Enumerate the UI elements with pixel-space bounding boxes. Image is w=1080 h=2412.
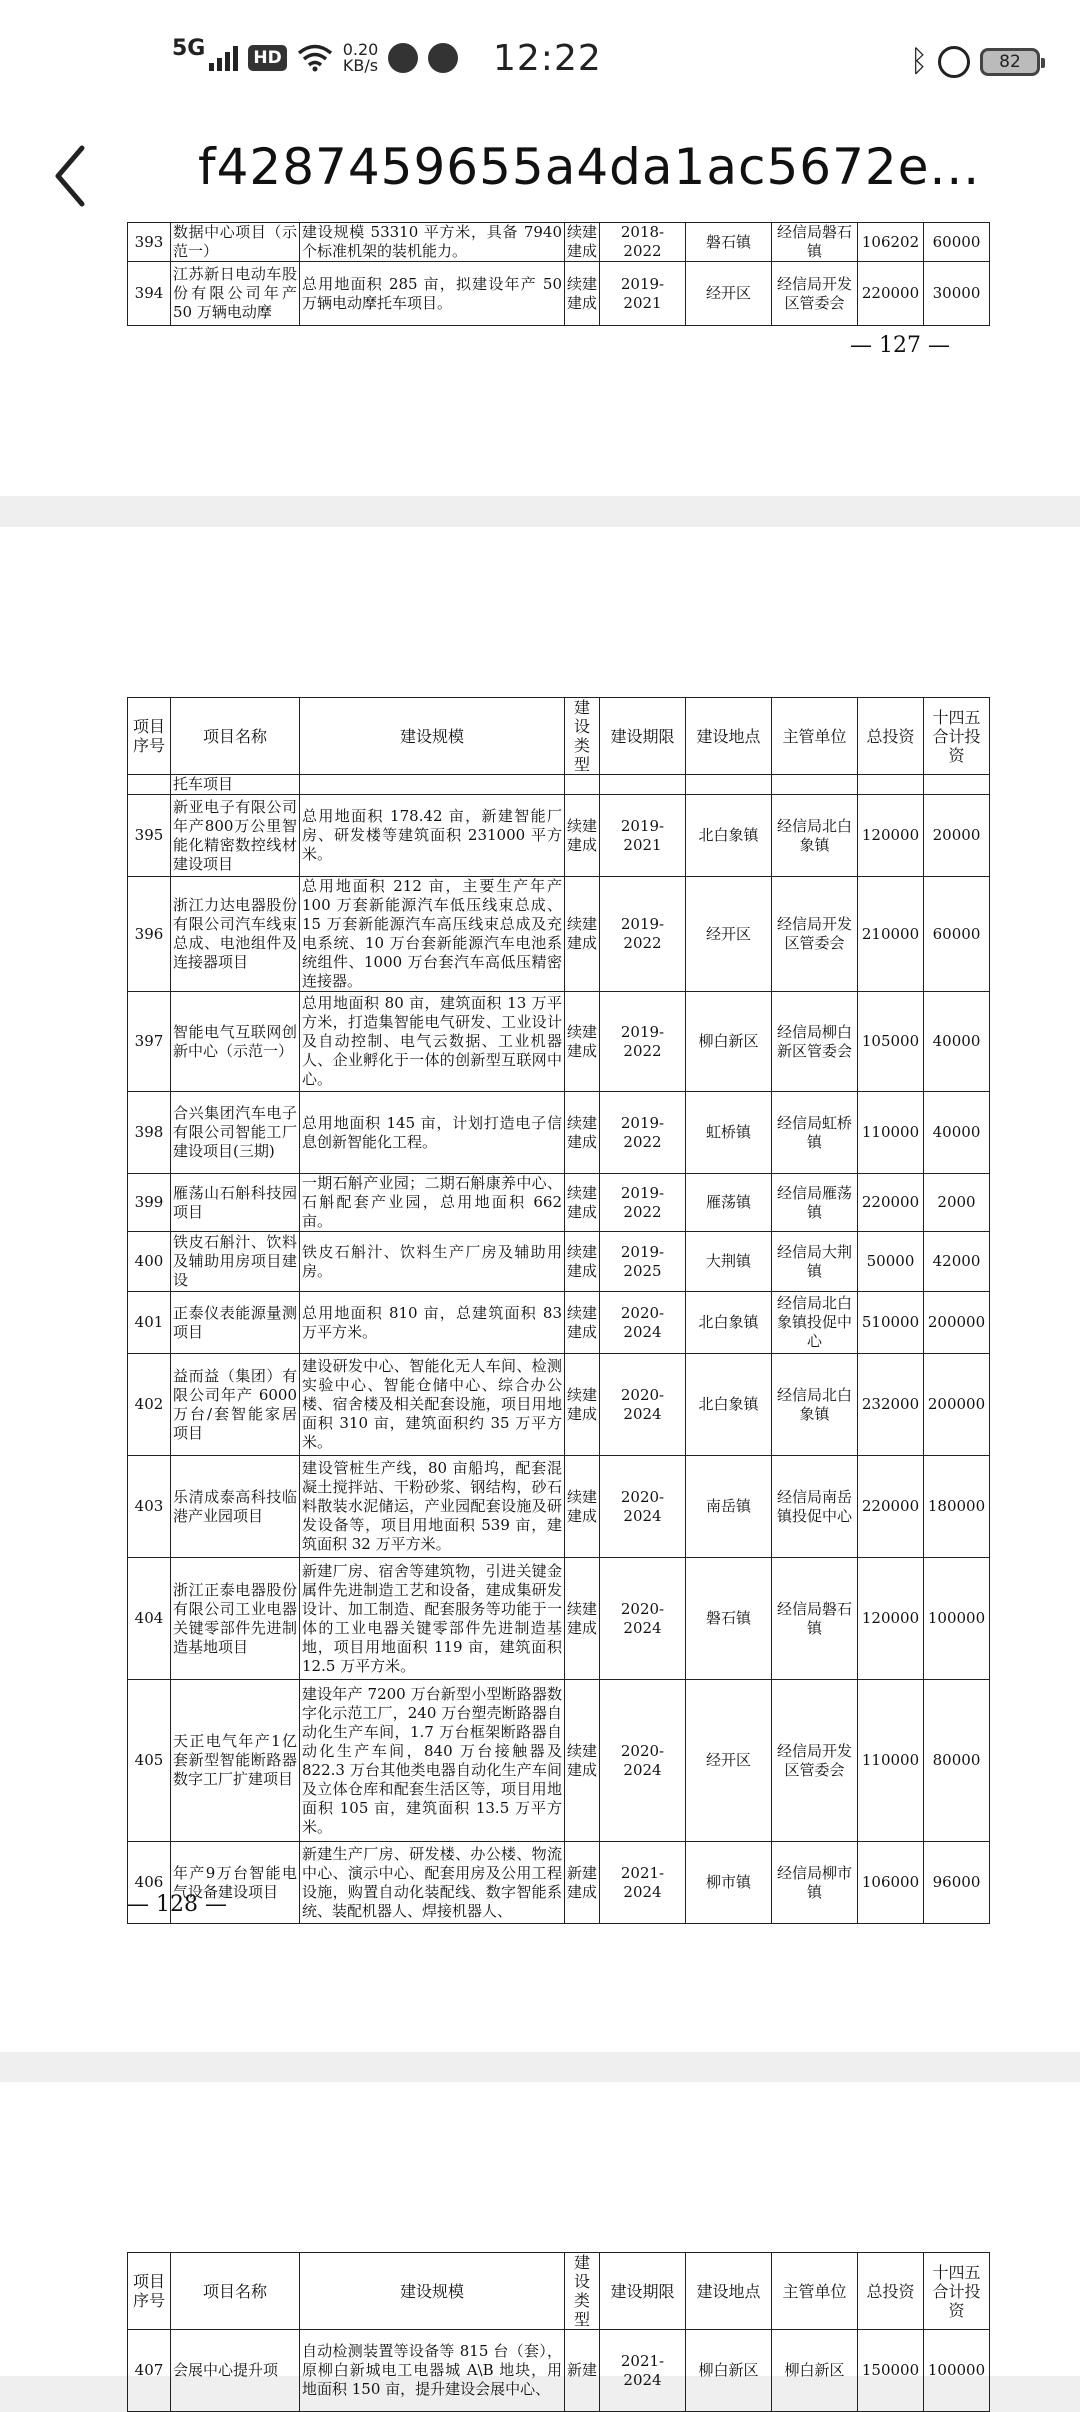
department: 经信局开发区管委会 [772, 877, 858, 992]
build-place: 柳市镇 [686, 1842, 772, 1924]
table-row [128, 1292, 990, 1354]
speed-unit: KB/s [342, 56, 379, 75]
plan-investment: 42000 [924, 1232, 990, 1292]
project-name: 浙江力达电器股份有限公司汽车线束总成、电池组件及连接器项目 [171, 877, 300, 992]
project-name: 新亚电子有限公司年产800万公里智能化精密数控线材建设项目 [171, 795, 300, 877]
total-investment: 232000 [858, 1354, 924, 1456]
row-number: 399 [128, 1174, 171, 1232]
total-investment: 120000 [858, 1558, 924, 1680]
row-number: 395 [128, 795, 171, 877]
project-scale: 新建厂房、宿舍等建筑物，引进关键金属件先进制造工艺和设备，建成集研发设计、加工制造、配套服务等功能于一体的工业电器关键零部件先进制造基地，项目用地面积 119 亩，建筑面积 12.5 万平方米。 [300, 1558, 565, 1680]
col-header-total: 总投资 [858, 698, 924, 775]
project-name: 年产9万台智能电气设备建设项目 [171, 1842, 300, 1924]
department: 经信局雁荡镇 [772, 1174, 858, 1232]
department: 经信局北白象镇 [772, 795, 858, 877]
plan-investment: 20000 [924, 795, 990, 877]
project-table-page-128 [127, 697, 990, 1924]
build-type: 新建 [565, 2330, 600, 2412]
row-number: 403 [128, 1456, 171, 1558]
plan-investment: 2000 [924, 1174, 990, 1232]
build-place: 大荆镇 [686, 1232, 772, 1292]
col-header-no: 项目序号 [128, 2253, 171, 2330]
total-investment: 50000 [858, 1232, 924, 1292]
row-number: 393 [128, 223, 171, 262]
total-investment: 210000 [858, 877, 924, 992]
back-arrow-icon[interactable] [40, 134, 120, 214]
col-header-dept: 主管单位 [772, 2253, 858, 2330]
row-number: 407 [128, 2330, 171, 2412]
build-period: 2019-2022 [600, 992, 686, 1092]
document-page-128 [0, 527, 1080, 2052]
continued-project-name: 托车项目 [171, 775, 300, 795]
build-place: 北白象镇 [686, 795, 772, 877]
plan-investment: 200000 [924, 1292, 990, 1354]
table-row [128, 223, 990, 262]
document-page-129 [0, 2082, 1080, 2398]
row-number: 398 [128, 1092, 171, 1174]
project-scale: 新建生产厂房、研发楼、办公楼、物流中心、演示中心、配套用房及公用工程设施，购置自动化装配线、数字智能系统、装配机器人、焊接机器人、 [300, 1842, 565, 1924]
continuation-row [128, 775, 990, 795]
total-investment: 120000 [858, 795, 924, 877]
col-header-type: 建设类型 [565, 2253, 600, 2330]
build-period: 2020-2024 [600, 1558, 686, 1680]
build-place: 经开区 [686, 877, 772, 992]
build-type: 续建建成 [565, 1292, 600, 1354]
network-type: 5G [172, 35, 206, 61]
project-scale: 建设规模 53310 平方米，具备 7940 个标准机架的装机能力。 [300, 223, 565, 262]
build-period: 2019-2022 [600, 877, 686, 992]
table-row [128, 262, 990, 326]
document-page-127 [0, 223, 1080, 496]
project-table-page-129 [127, 2252, 990, 2412]
table-row [128, 1354, 990, 1456]
table-row [128, 1092, 990, 1174]
project-scale: 建设管桩生产线，80 亩船坞，配套混凝土搅拌站、干粉砂浆、钢结构，砂石料散装水泥储运，产业园配套设施及研发设备等，项目用地面积 539 亩，建筑面积 32 万平方米。 [300, 1456, 565, 1558]
project-scale: 铁皮石斛汁、饮料生产厂房及辅助用房。 [300, 1232, 565, 1292]
project-scale: 建设年产 7200 万台新型小型断路器数字化示范工厂，240 万台塑壳断路器自动化生产车间，1.7 万台框架断路器自动化生产车间，840 万台接触器及 822.3 万台其他类电器自动化生产车间及立体仓库和配套生活区等，项目用地面积 105 亩，建筑面积 13.5 万平方米。 [300, 1680, 565, 1842]
build-type: 新建建成 [565, 1842, 600, 1924]
project-name: 智能电气互联网创新中心（示范一） [171, 992, 300, 1092]
col-header-period: 建设期限 [600, 698, 686, 775]
page-number: — 127 — [850, 333, 950, 358]
project-name: 数据中心项目（示范一） [171, 223, 300, 262]
row-number: 406 [128, 1842, 171, 1924]
table-row [128, 1232, 990, 1292]
build-place: 磐石镇 [686, 223, 772, 262]
build-period: 2020-2024 [600, 1680, 686, 1842]
department: 经信局虹桥镇 [772, 1092, 858, 1174]
project-scale: 总用地面积 810 亩，总建筑面积 83 万平方米。 [300, 1292, 565, 1354]
col-header-place: 建设地点 [686, 2253, 772, 2330]
build-type: 续建建成 [565, 795, 600, 877]
department: 经信局大荆镇 [772, 1232, 858, 1292]
build-type: 续建建成 [565, 1174, 600, 1232]
project-name: 会展中心提升项 [171, 2330, 300, 2412]
plan-investment: 100000 [924, 2330, 990, 2412]
build-period: 2020-2024 [600, 1292, 686, 1354]
department: 经信局柳白新区管委会 [772, 992, 858, 1092]
row-number: 405 [128, 1680, 171, 1842]
col-header-place: 建设地点 [686, 698, 772, 775]
table-row [128, 2330, 990, 2412]
department: 经信局柳市镇 [772, 1842, 858, 1924]
total-investment: 220000 [858, 262, 924, 326]
build-type: 续建建成 [565, 1232, 600, 1292]
department: 经信局磐石镇 [772, 223, 858, 262]
status-bar [0, 0, 1080, 120]
project-scale: 总用地面积 178.42 亩，新建智能厂房、研发楼等建筑面积 231000 平方米。 [300, 795, 565, 877]
build-type: 续建建成 [565, 877, 600, 992]
hd-icon: HD [248, 45, 286, 71]
build-place: 虹桥镇 [686, 1092, 772, 1174]
department: 经信局磐石镇 [772, 1558, 858, 1680]
project-scale: 总用地面积 145 亩，计划打造电子信息创新智能化工程。 [300, 1092, 565, 1174]
table-row [128, 1174, 990, 1232]
plan-investment: 96000 [924, 1842, 990, 1924]
build-period: 2021-2024 [600, 2330, 686, 2412]
project-table-page-127 [127, 222, 990, 326]
project-name: 合兴集团汽车电子有限公司智能工厂建设项目(三期) [171, 1092, 300, 1174]
build-period: 2019-2021 [600, 262, 686, 326]
signal-icon [209, 45, 238, 71]
app-header [0, 120, 1080, 229]
build-place: 北白象镇 [686, 1354, 772, 1456]
row-number: 397 [128, 992, 171, 1092]
plan-investment: 40000 [924, 1092, 990, 1174]
alarm-icon [938, 46, 970, 78]
battery-icon: 82 [980, 48, 1040, 76]
total-investment: 110000 [858, 1680, 924, 1842]
speedometer-icon [428, 43, 458, 73]
project-name: 正泰仪表能源量测项目 [171, 1292, 300, 1354]
col-header-type: 建设类型 [565, 698, 600, 775]
row-number: 404 [128, 1558, 171, 1680]
row-number: 394 [128, 262, 171, 326]
row-number: 402 [128, 1354, 171, 1456]
build-place: 柳白新区 [686, 2330, 772, 2412]
build-period: 2020-2024 [600, 1456, 686, 1558]
build-type: 续建建成 [565, 1680, 600, 1842]
col-header-period: 建设期限 [600, 2253, 686, 2330]
table-row [128, 992, 990, 1092]
project-name: 乐清成泰高科技临港产业园项目 [171, 1456, 300, 1558]
build-place: 经开区 [686, 1680, 772, 1842]
build-period: 2018-2022 [600, 223, 686, 262]
table-row [128, 1456, 990, 1558]
total-investment: 150000 [858, 2330, 924, 2412]
status-left [172, 35, 458, 75]
total-investment: 105000 [858, 992, 924, 1092]
plan-investment: 60000 [924, 223, 990, 262]
document-title: f4287459655a4da1ac5672e... [198, 138, 981, 196]
project-scale: 自动检测装置等设备等 815 台（套），原柳白新城电工电器城 A\B 地块，用地面积 150 亩，提升建设会展中心、 [300, 2330, 565, 2412]
project-scale: 总用地面积 212 亩，主要生产年产 100 万套新能源汽车低压线束总成、15 万套新能源汽车高压线束总成及充电系统、10 万台套新能源汽车电池系统组件、1000 万台套汽车高低压精密连接器。 [300, 877, 565, 992]
build-place: 雁荡镇 [686, 1174, 772, 1232]
build-type: 续建建成 [565, 223, 600, 262]
project-name: 天正电气年产1亿套新型智能断路器数字工厂扩建项目 [171, 1680, 300, 1842]
table-row [128, 1842, 990, 1924]
col-header-scale: 建设规模 [300, 698, 565, 775]
department: 柳白新区 [772, 2330, 858, 2412]
build-place: 经开区 [686, 262, 772, 326]
plan-investment: 40000 [924, 992, 990, 1092]
project-name: 江苏新日电动车股份有限公司年产 50 万辆电动摩 [171, 262, 300, 326]
department: 经信局开发区管委会 [772, 262, 858, 326]
total-investment: 510000 [858, 1292, 924, 1354]
plan-investment: 80000 [924, 1680, 990, 1842]
col-header-plan: 十四五合计投资 [924, 2253, 990, 2330]
build-type: 续建建成 [565, 992, 600, 1092]
build-type: 续建建成 [565, 262, 600, 326]
table-row [128, 1680, 990, 1842]
table-row [128, 795, 990, 877]
wifi-icon [297, 44, 333, 72]
department: 经信局开发区管委会 [772, 1680, 858, 1842]
project-scale: 一期石斛产业园；二期石斛康养中心、石斛配套产业园，总用地面积 662 亩。 [300, 1174, 565, 1232]
col-header-name: 项目名称 [171, 698, 300, 775]
project-scale: 总用地面积 80 亩，建筑面积 13 万平方米，打造集智能电气研发、工业设计及自动控制、电气云数据、工业机器人、企业孵化于一体的创新型互联网中心。 [300, 992, 565, 1092]
build-place: 柳白新区 [686, 992, 772, 1092]
status-right [910, 44, 1040, 79]
col-header-scale: 建设规模 [300, 2253, 565, 2330]
build-place: 南岳镇 [686, 1456, 772, 1558]
build-type: 续建建成 [565, 1558, 600, 1680]
project-name: 雁荡山石斛科技园项目 [171, 1174, 300, 1232]
build-period: 2019-2021 [600, 795, 686, 877]
total-investment: 220000 [858, 1456, 924, 1558]
total-investment: 220000 [858, 1174, 924, 1232]
plan-investment: 180000 [924, 1456, 990, 1558]
build-period: 2019-2022 [600, 1092, 686, 1174]
col-header-name: 项目名称 [171, 2253, 300, 2330]
project-name: 益而益（集团）有限公司年产 6000 万台/套智能家居项目 [171, 1354, 300, 1456]
build-type: 续建建成 [565, 1354, 600, 1456]
col-header-total: 总投资 [858, 2253, 924, 2330]
project-scale: 建设研发中心、智能化无人车间、检测实验中心、智能仓储中心、综合办公楼、宿舍楼及相关配套设施，项目用地面积 310 亩，建筑面积约 35 万平方米。 [300, 1354, 565, 1456]
project-name: 铁皮石斛汁、饮料及辅助用房项目建设 [171, 1232, 300, 1292]
plan-investment: 200000 [924, 1354, 990, 1456]
bluetooth-icon: ᛒ [910, 44, 928, 79]
network-speed [343, 42, 379, 74]
col-header-dept: 主管单位 [772, 698, 858, 775]
table-header-row [128, 698, 990, 775]
department: 经信局南岳镇投促中心 [772, 1456, 858, 1558]
col-header-no: 项目序号 [128, 698, 171, 775]
page-number: — 128 — [127, 1892, 227, 1917]
build-period: 2021-2024 [600, 1842, 686, 1924]
build-place: 磐石镇 [686, 1558, 772, 1680]
plan-investment: 30000 [924, 262, 990, 326]
build-type: 续建建成 [565, 1456, 600, 1558]
build-type: 续建建成 [565, 1092, 600, 1174]
department: 经信局北白象镇投促中心 [772, 1292, 858, 1354]
row-number: 400 [128, 1232, 171, 1292]
build-period: 2019-2022 [600, 1174, 686, 1232]
plan-investment: 60000 [924, 877, 990, 992]
build-place: 北白象镇 [686, 1292, 772, 1354]
row-number: 396 [128, 877, 171, 992]
plan-investment: 100000 [924, 1558, 990, 1680]
total-investment: 106000 [858, 1842, 924, 1924]
total-investment: 106202 [858, 223, 924, 262]
clock: 12:22 [493, 38, 602, 79]
speed-value: 0.20 [342, 40, 379, 59]
build-period: 2020-2024 [600, 1354, 686, 1456]
total-investment: 110000 [858, 1092, 924, 1174]
table-row [128, 1558, 990, 1680]
department: 经信局北白象镇 [772, 1354, 858, 1456]
app-notification-icon [388, 43, 418, 73]
project-name: 浙江正泰电器股份有限公司工业电器关键零部件先进制造基地项目 [171, 1558, 300, 1680]
row-number: 401 [128, 1292, 171, 1354]
build-period: 2019-2025 [600, 1232, 686, 1292]
col-header-plan: 十四五合计投资 [924, 698, 990, 775]
table-row [128, 877, 990, 992]
project-scale: 总用地面积 285 亩，拟建设年产 50 万辆电动摩托车项目。 [300, 262, 565, 326]
table-header-row [128, 2253, 990, 2330]
